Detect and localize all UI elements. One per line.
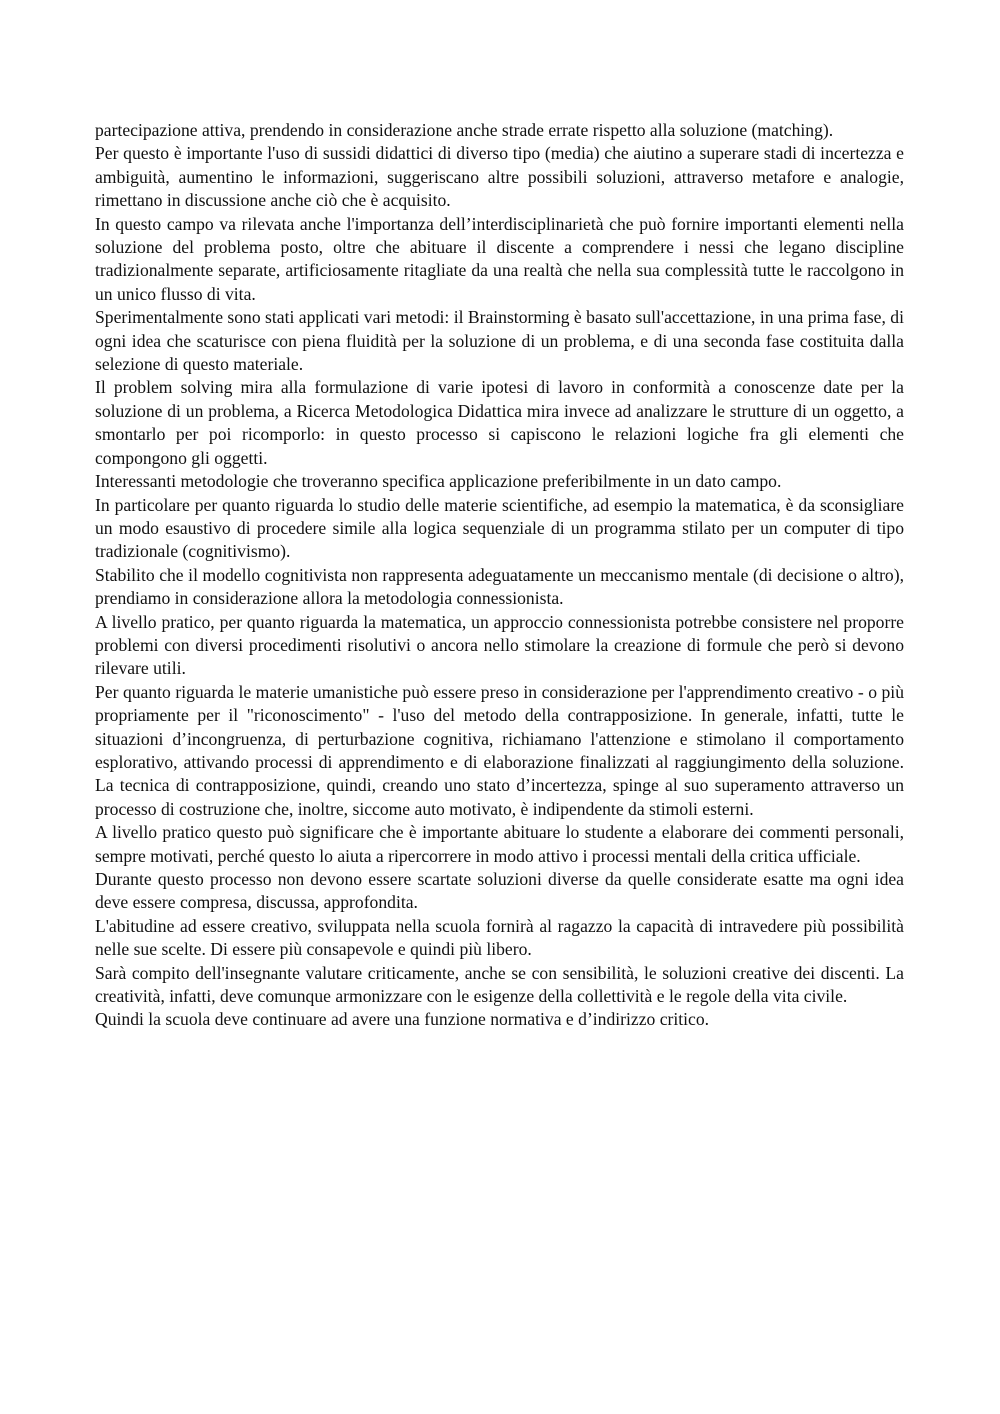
document-page: [95, 119, 904, 1032]
paragraph-personal-comments: A livello pratico questo può significare che è importante abituare lo studente a elaborare dei commenti personali, sempre motivati, perché questo lo aiuta a ripercorrere in modo attivo i processi mentali della critica ufficiale.: [95, 822, 904, 866]
paragraph-brainstorming: Sperimentalmente sono stati applicati vari metodi: il Brainstorming è basato sull'accettazione, in una prima fase, di ogni idea che scaturisce con piena fluidità per la soluzione di un problema, e di una seconda fase costituita dalla selezione di questo materiale.: [95, 307, 904, 375]
paragraph-teaching-aids: Per questo è importante l'uso di sussidi didattici di diverso tipo (media) che aiutino a superare stadi di incertezza e ambiguità, aumentino le informazioni, suggeriscano altre possibili soluzioni, attraverso metafore e analogie, rimettano in discussione anche ciò che è acquisito.: [95, 143, 904, 211]
paragraph-methodologies: Interessanti metodologie che troveranno specifica applicazione preferibilmente in un dato campo.: [95, 471, 782, 492]
paragraph-interdisciplinarity: In questo campo va rilevata anche l'importanza dell’interdisciplinarietà che può fornire importanti elementi nella soluzione del problema posto, oltre che abituare il discente a comprendere i nessi che legano discipline tradizionalmente separate, artificiosamente ritagliate da una realtà che nella sua complessità tutte le raccolgono in un unico flusso di vita.: [95, 213, 904, 304]
paragraph-different-solutions: Durante questo processo non devono essere scartate soluzioni diverse da quelle considerate esatte ma ogni idea deve essere compresa, discussa, approfondita.: [95, 869, 904, 913]
paragraph-connectionist-math: A livello pratico, per quanto riguarda la matematica, un approccio connessionista potrebbe consistere nel proporre problemi con diversi procedimenti risolutivi o ancora nello stimolare la creazione di formule che però si devono rilevare utili.: [95, 611, 904, 679]
paragraph-cognitivist-model: Stabilito che il modello cognitivista non rappresenta adeguatamente un meccanismo mentale (di decisione o altro), prendiamo in considerazione allora la metodologia connessionista.: [95, 564, 904, 609]
paragraph-creative-habit: L'abitudine ad essere creativo, sviluppata nella scuola fornirà al ragazzo la capacità di intravedere più possibilità nelle sue scelte. Di essere più consapevole e quindi più libero.: [95, 915, 904, 960]
paragraph-scientific-subjects: In particolare per quanto riguarda lo studio delle materie scientifiche, ad esempio la matematica, è da sconsigliare un modo esaustivo di procedere simile alla logica sequenziale di un programma stilato per un computer di tipo tradizionale (cognitivismo).: [95, 494, 904, 562]
paragraph-humanities: Per quanto riguarda le materie umanistiche può essere preso in considerazione per l'apprendimento creativo - o più propriamente per il "riconoscimento" - l'uso del metodo della contrapposizione. In generale, infatti, tutte le situazioni d’incongruenza, di perturbazione cognitiva, richiamano l'attenzione e stimolano il comportamento esplorativo, attivando processi di apprendimento e di elaborazione finalizzati al raggiungimento della soluzione. La tecnica di contrapposizione, quindi, creando uno stato d’incertezza, spinge al suo superamento attraverso un processo di costruzione che, inoltre, siccome auto motivato, è indipendente da stimoli esterni.: [95, 681, 904, 819]
paragraph-conclusion: Quindi la scuola deve continuare ad avere una funzione normativa e d’indirizzo critico.: [95, 1009, 710, 1030]
paragraph-teacher-task: Sarà compito dell'insegnante valutare criticamente, anche se con sensibilità, le soluzioni creative dei discenti. La creatività, infatti, deve comunque armonizzare con le esigenze della collettività e le regole della vita civile.: [95, 962, 904, 1007]
paragraph-problem-solving: Il problem solving mira alla formulazione di varie ipotesi di lavoro in conformità a conoscenze date per la soluzione di un problema, a Ricerca Metodologica Didattica mira invece ad analizzare le strutture di un oggetto, a smontarlo per poi ricomporlo: in questo processo si capiscono le relazioni logiche fra gli elementi che compongono gli oggetti.: [95, 377, 904, 468]
paragraph-participation: partecipazione attiva, prendendo in considerazione anche strade errate rispetto alla soluzione (matching).: [95, 120, 834, 140]
